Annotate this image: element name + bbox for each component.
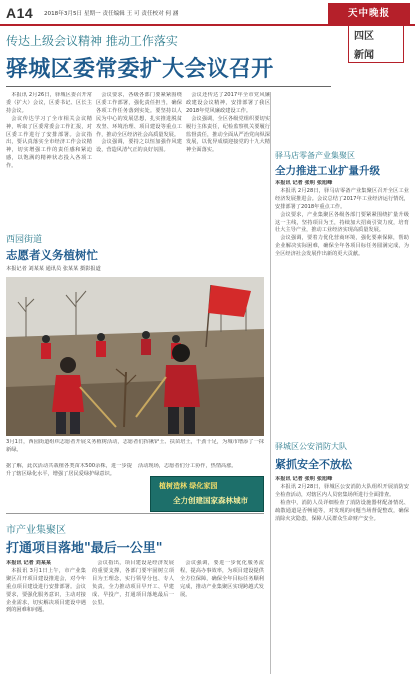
lead-kicker: 传达上级会议精神 推动工作落实 xyxy=(6,34,178,48)
newspaper-logo xyxy=(328,3,410,65)
byline: 本报讯 记者 刘某某 xyxy=(6,560,52,566)
bottom-title: 打通项目落地"最后一公里" xyxy=(6,541,163,556)
right-story-2-kicker: 驿城区公安消防大队 xyxy=(275,442,347,451)
section-label-2: 新闻 xyxy=(354,50,374,61)
paragraph: 本报讯 3月1日上午，市产业集聚区召开项目建设推进会，对今年重点项目建设进行安排部署。会议要求，要强化服务意识，主动对接企业需求，切实解决项目建设中遇到的困难和问题。 xyxy=(6,567,86,614)
bottom-column-2 xyxy=(92,560,174,672)
page-number: A14 xyxy=(6,5,34,21)
header-info: 2018年3月5日 星期一 责任编辑 王 可 责任校对 何 涵 xyxy=(44,11,179,17)
paragraph: 会议还传达了2017年全市党风廉政建设会议精神，安排部署了我区2018年党风廉政建设工作。 xyxy=(186,92,270,114)
byline: 本报讯 记者 张明 张旭峰 xyxy=(275,476,333,482)
paragraph: 会议要求，产业集聚区各级各部门要紧紧围绕扩量升级这一主线，坚持项目为王，持续加大招商引资力度，培育壮大主导产业，推动工业经济实现高质量发展。 xyxy=(275,211,409,234)
right-story-kicker: 驿马店零备产业集聚区 xyxy=(275,151,355,160)
lead-column-2 xyxy=(96,92,182,226)
right-story-title: 全力推进工业扩量升级 xyxy=(275,165,380,177)
bottom-column-1 xyxy=(6,560,86,672)
paragraph: 本报讯 2月28日，驿马店零备产业集聚区召开全区工业经济发展推进会。会议总结了2017年工业经济运行情况，安排部署了2018年重点工作。 xyxy=(275,187,409,210)
banner-line-2: 全力创建国家森林城市 xyxy=(173,496,248,505)
paragraph: 会议强调，要着力优化营商环境，强化要素保障，帮助企业解决实际困难，确保全年各项目标任务圆满完成，为全区经济社会发展作出新的更大贡献。 xyxy=(275,235,409,258)
feature-body-right: 活动现场，志愿者们分工协作，热情高涨。 xyxy=(138,463,237,469)
feature-kicker: 西园街道 xyxy=(6,235,43,245)
paragraph: 检查中，消防人员详细检查了消防设施器材配备情况、疏散通道是否畅通等，对发现的问题当场督促整改，确保消除火灾隐患，保障人民群众生命财产安全。 xyxy=(275,499,409,522)
right-story-body xyxy=(275,180,409,425)
feature-title: 志愿者义务植树忙 xyxy=(6,248,98,262)
lead-column-3 xyxy=(186,92,270,226)
greening-banner xyxy=(150,476,264,512)
byline: 本报讯 记者 张明 张旭峰 xyxy=(275,180,333,186)
feature-byline: 本报记者 刘某某 通讯员 张某某 摄影报道 xyxy=(6,266,101,272)
section-label-1: 四区 xyxy=(354,31,374,42)
bottom-kicker: 市产业集聚区 xyxy=(6,525,66,536)
lead-column-1 xyxy=(6,92,92,226)
paragraph: 本报讯 2月26日，驿城区委召开常委（扩大）会议，区委书记、区长主持会议。 xyxy=(6,92,92,114)
lead-title: 驿城区委常委扩大会议召开 xyxy=(6,56,274,82)
tree-planting-photo xyxy=(6,277,264,436)
brand-name: 天中晚报 xyxy=(328,3,410,25)
banner-line-1: 植树造林 绿化家园 xyxy=(159,482,218,490)
paragraph: 会议指出，项目建设是经济发展的重要支撑，各部门要牢固树立项目为王理念，实行领导分包、专人负责，全力推动项目早开工、早建成、早投产，打通项目落地最后一公里。 xyxy=(92,560,174,606)
right-story-2-body xyxy=(275,476,409,671)
feature-body-left: 据了解，此次活动共栽植各类苗木500余株，进一步提升了辖区绿化水平，增强了居民爱绿护绿意识。 xyxy=(6,463,132,477)
paragraph: 会议强调，要进一步优化服务流程，提高办事效率，为项目建设提供全方位保障，确保全年目标任务顺利完成，推动产业集聚区实现跨越式发展。 xyxy=(180,560,264,598)
column-divider xyxy=(270,92,271,674)
paragraph: 本报讯 2月28日，驿城区公安消防大队组织开展消防安全检查活动，对辖区内人员密集场所进行全面排查。 xyxy=(275,483,409,498)
paragraph: 会议传达学习了全市相关会议精神，听取了区委常委会工作汇报，对区委工作进行了安排部署。会议指出，要认真落实全市经济工作会议精神，切实增强工作的责任感和紧迫感，以饱满的精神状态投入各项工作。 xyxy=(6,115,92,170)
right-story-2-title: 紧抓安全不放松 xyxy=(275,458,352,471)
bottom-column-3 xyxy=(180,560,264,672)
paragraph: 会议强调，全区各级党组织要切实履行主体责任，纪检监察机关要履行监督责任，推动全面从严治党向纵深发展，以优异成绩迎接党的十九大精神全面落实。 xyxy=(186,115,270,154)
paragraph: 会议强调，要持之以恒加强作风建设，营造风清气正的良好氛围。 xyxy=(96,139,182,154)
photo-caption: 3月1日，西园街道组织志愿者开展义务植树活动，志愿者们挥锹铲土、扶苗培土，干劲十足，为城市增添了一抹新绿。 xyxy=(6,439,264,453)
paragraph: 会议要求，各级各部门要紧紧围绕区委工作部署，强化责任担当，确保各项工作任务落到实处。要坚持以人民为中心的发展思想，扎实推进脱贫攻坚、环境治理、项目建设等重点工作，推动全区经济社会高质量发展。 xyxy=(96,92,182,138)
section-rule xyxy=(6,513,264,514)
headline-rule xyxy=(6,86,331,87)
